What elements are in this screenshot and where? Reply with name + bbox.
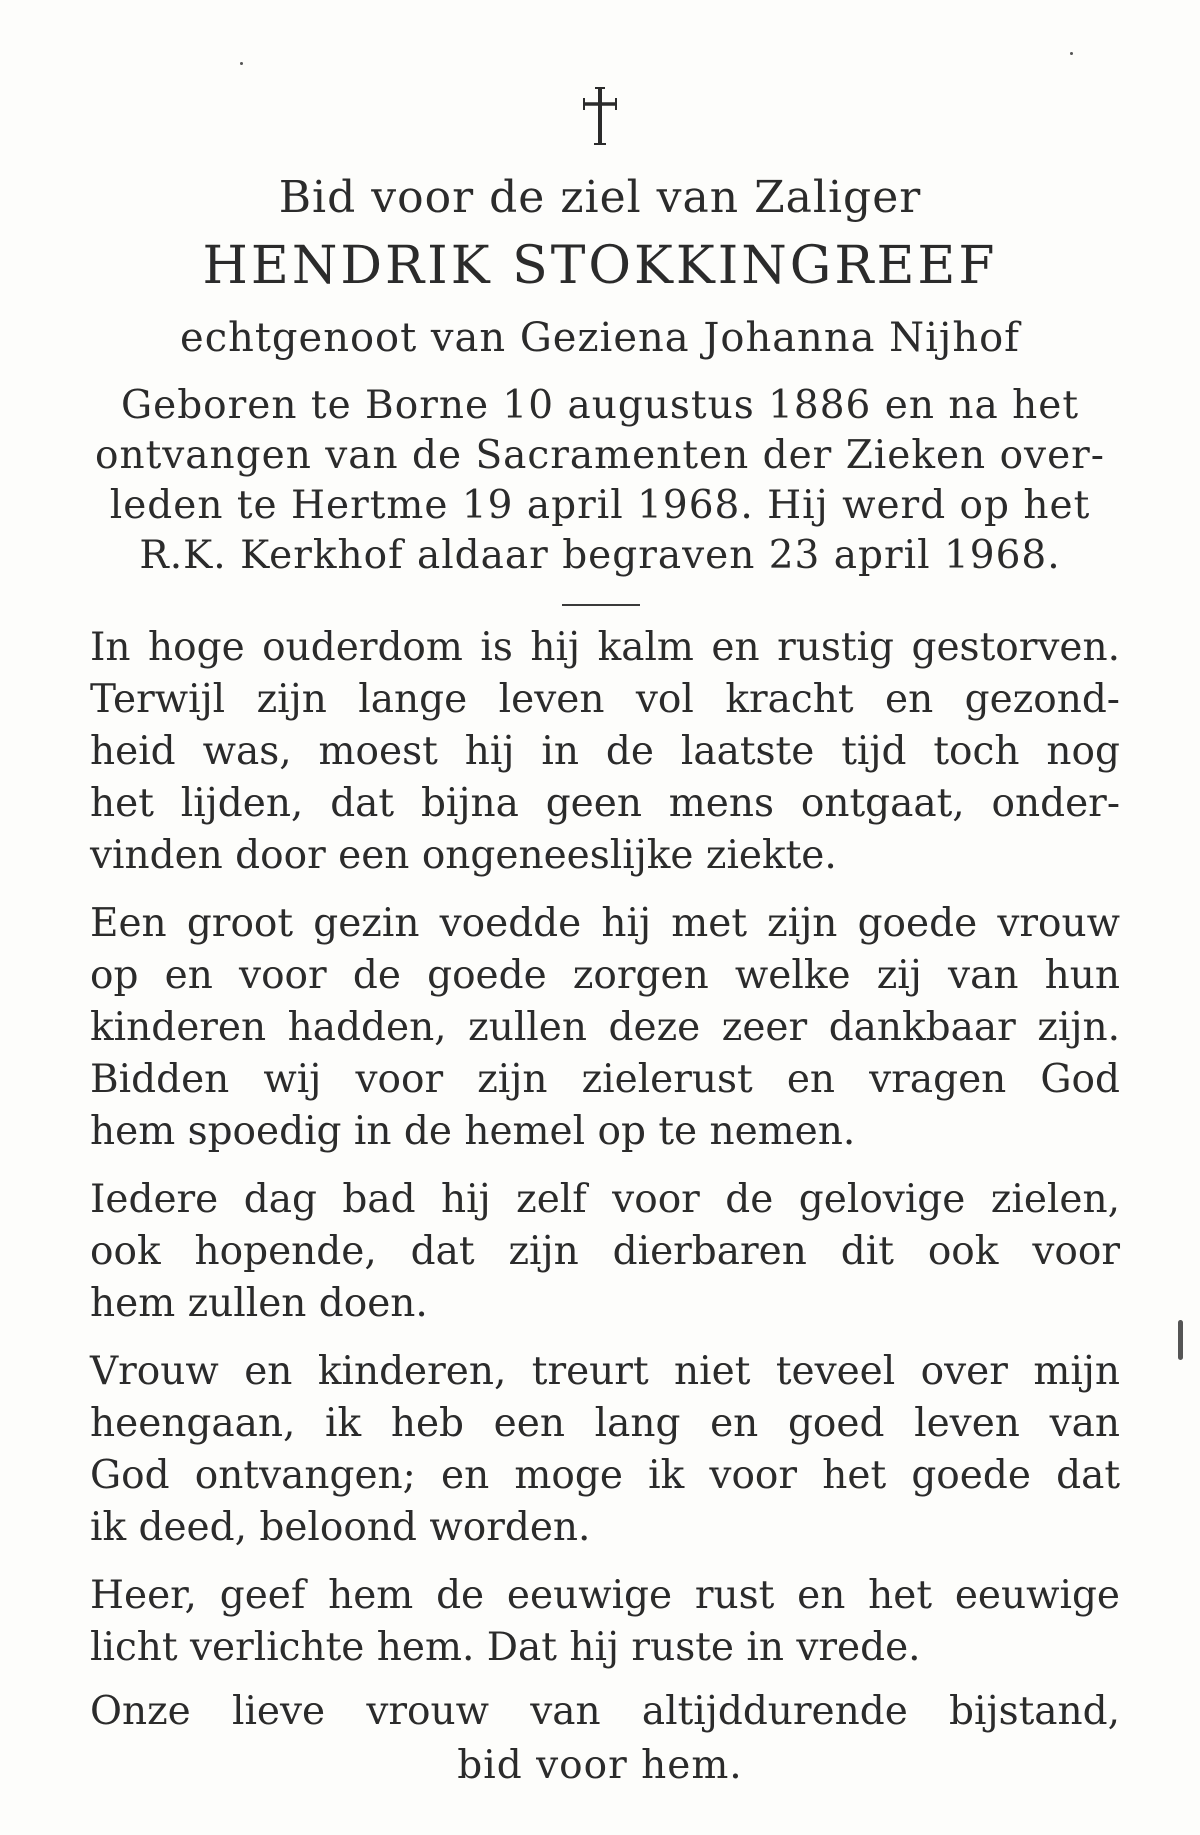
print-speck bbox=[1070, 52, 1073, 55]
paragraph-1-line: het lijden, dat bijna geen mens ontgaat, onder- bbox=[90, 781, 1120, 826]
closing-line: bid voor hem. bbox=[457, 1743, 743, 1788]
paragraph-3-line: hem zullen doen. bbox=[90, 1281, 428, 1326]
paragraph-1-line: heid was, moest hij in de laatste tijd toch nog bbox=[90, 729, 1120, 774]
bio-line: ontvangen van de Sacramenten der Zieken over- bbox=[94, 433, 1105, 478]
latin-cross-icon bbox=[578, 84, 622, 146]
paragraph-4-line: ik deed, beloond worden. bbox=[90, 1505, 591, 1550]
section-divider bbox=[562, 604, 640, 606]
paragraph-4-line: heengaan, ik heb een lang en goed leven van bbox=[90, 1401, 1120, 1446]
print-speck bbox=[240, 62, 243, 65]
paragraph-3-line: ook hopende, dat zijn dierbaren dit ook voor bbox=[90, 1229, 1120, 1274]
paragraph-2-line: Bidden wij voor zijn zielerust en vragen God bbox=[90, 1057, 1120, 1102]
paragraph-4-line: Vrouw en kinderen, treurt niet teveel over mijn bbox=[90, 1349, 1120, 1394]
paragraph-1-line: In hoge ouderdom is hij kalm en rustig gestorven. bbox=[90, 625, 1120, 670]
paragraph-4-line: God ontvangen; en moge ik voor het goede dat bbox=[90, 1453, 1120, 1498]
spouse-line: echtgenoot van Geziena Johanna Nijhof bbox=[180, 315, 1020, 361]
paragraph-2-line: kinderen hadden, zullen deze zeer dankbaar zijn. bbox=[90, 1005, 1120, 1050]
paragraph-2-line: hem spoedig in de hemel op te nemen. bbox=[90, 1109, 856, 1154]
bio-line: R.K. Kerkhof aldaar begraven 23 april 1968. bbox=[139, 533, 1061, 578]
bio-line: Geboren te Borne 10 augustus 1886 en na het bbox=[120, 383, 1079, 428]
bio-line: leden te Hertme 19 april 1968. Hij werd op het bbox=[109, 483, 1091, 528]
deceased-name: HENDRIK STOKKINGREEF bbox=[202, 236, 998, 296]
paragraph-1-line: Terwijl zijn lange leven vol kracht en gezond- bbox=[90, 677, 1120, 722]
print-speck bbox=[1178, 1320, 1183, 1360]
paragraph-2-line: Een groot gezin voedde hij met zijn goede vrouw bbox=[90, 901, 1120, 946]
paragraph-5-line: Heer, geef hem de eeuwige rust en het eeuwige bbox=[90, 1573, 1120, 1618]
prayer-heading: Bid voor de ziel van Zaliger bbox=[278, 172, 922, 223]
paragraph-2-line: op en voor de goede zorgen welke zij van hun bbox=[90, 953, 1120, 998]
paragraph-5-line: licht verlichte hem. Dat hij ruste in vrede. bbox=[90, 1625, 921, 1670]
paragraph-6-line: Onze lieve vrouw van altijddurende bijstand, bbox=[90, 1689, 1120, 1734]
paragraph-3-line: Iedere dag bad hij zelf voor de gelovige zielen, bbox=[90, 1177, 1120, 1222]
paragraph-1-line: vinden door een ongeneeslijke ziekte. bbox=[90, 833, 837, 878]
